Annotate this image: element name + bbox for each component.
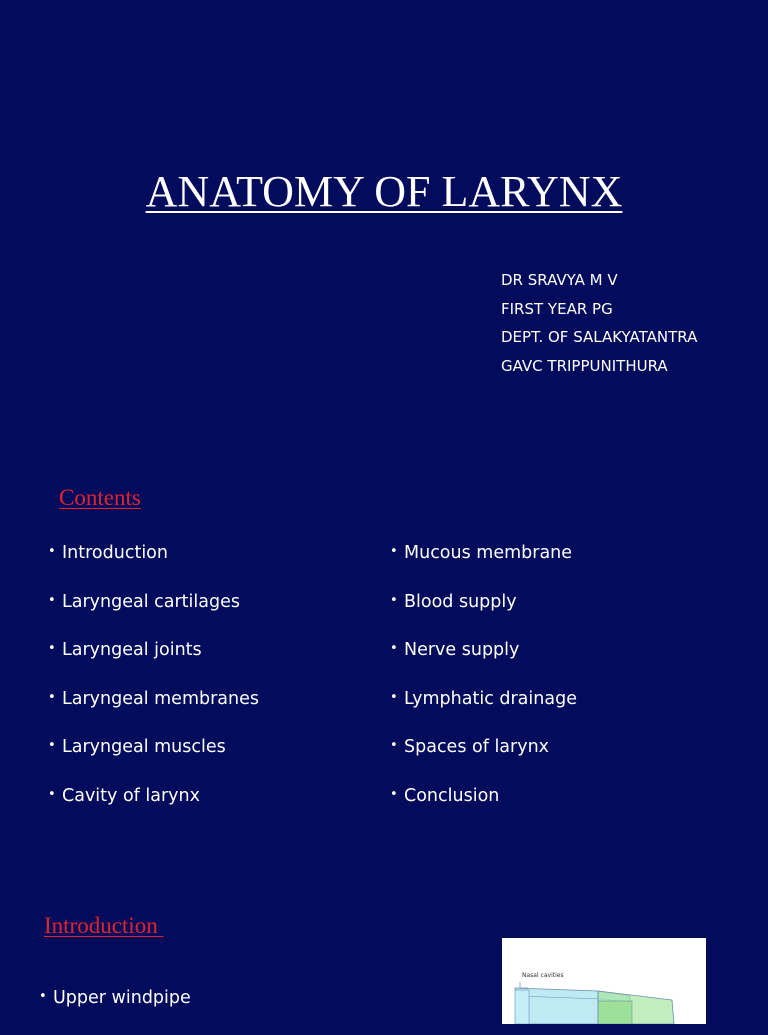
list-item-label: Nerve supply bbox=[404, 640, 520, 660]
respiratory-tract-illustration bbox=[502, 938, 706, 1024]
slide-title: ANATOMY OF LARYNX bbox=[145, 167, 623, 216]
bullet-icon: • bbox=[48, 786, 56, 802]
list-item bbox=[390, 687, 577, 736]
bullet-icon: • bbox=[390, 592, 398, 608]
author-department: DEPT. OF SALAKYATANTRA bbox=[501, 328, 698, 347]
introduction-list bbox=[39, 986, 191, 1035]
list-item bbox=[48, 784, 259, 833]
bullet-icon: • bbox=[48, 738, 56, 753]
list-item bbox=[390, 590, 577, 639]
list-item-label: Laryngeal membranes bbox=[62, 688, 260, 709]
author-name: DR SRAVYA M V bbox=[501, 271, 618, 289]
figure-label-leader bbox=[520, 982, 528, 988]
list-item bbox=[48, 590, 259, 639]
figure-label-nasal-cavities: Nasal cavities bbox=[522, 972, 564, 979]
bullet-icon: • bbox=[48, 592, 56, 608]
list-item bbox=[39, 986, 191, 1035]
contents-list-right bbox=[390, 541, 577, 832]
list-item-label: Laryngeal cartilages bbox=[62, 591, 240, 612]
list-item-label: Laryngeal muscles bbox=[62, 737, 226, 757]
list-item-label: Cavity of larynx bbox=[62, 785, 200, 806]
list-item-label: Blood supply bbox=[404, 591, 517, 612]
bullet-icon: • bbox=[39, 989, 47, 1004]
author-year: FIRST YEAR PG bbox=[501, 299, 613, 318]
list-item bbox=[48, 541, 259, 590]
list-item-label: Spaces of larynx bbox=[404, 737, 550, 757]
list-item-label: Lymphatic drainage bbox=[404, 688, 577, 709]
list-item-label: Conclusion bbox=[404, 785, 500, 806]
list-item bbox=[390, 541, 577, 590]
author-info bbox=[501, 266, 697, 381]
list-item bbox=[390, 784, 577, 833]
list-item-label: Introduction bbox=[62, 543, 168, 563]
bullet-icon: • bbox=[48, 544, 56, 559]
list-item-label: Upper windpipe bbox=[53, 988, 191, 1008]
list-item-label: Laryngeal joints bbox=[62, 640, 202, 660]
author-college: GAVC TRIPPUNITHURA bbox=[501, 357, 668, 376]
nasal-cavity-block bbox=[515, 990, 529, 1024]
bullet-icon: • bbox=[48, 689, 56, 705]
contents-list-left bbox=[48, 541, 259, 832]
list-item bbox=[48, 638, 259, 687]
bullet-icon: • bbox=[390, 786, 398, 802]
contents-heading: Contents bbox=[59, 485, 141, 510]
green-panel bbox=[598, 1001, 632, 1024]
bullet-icon: • bbox=[48, 641, 56, 656]
list-item bbox=[48, 687, 259, 736]
list-item bbox=[48, 735, 259, 784]
respiratory-tract-figure bbox=[502, 938, 706, 1024]
list-item bbox=[390, 638, 577, 687]
bullet-icon: • bbox=[390, 689, 398, 705]
introduction-heading: Introduction bbox=[44, 913, 164, 938]
list-item-label: Mucous membrane bbox=[404, 543, 573, 563]
bullet-icon: • bbox=[390, 641, 398, 656]
bullet-icon: • bbox=[390, 738, 398, 753]
bullet-icon: • bbox=[390, 544, 398, 559]
list-item bbox=[390, 735, 577, 784]
